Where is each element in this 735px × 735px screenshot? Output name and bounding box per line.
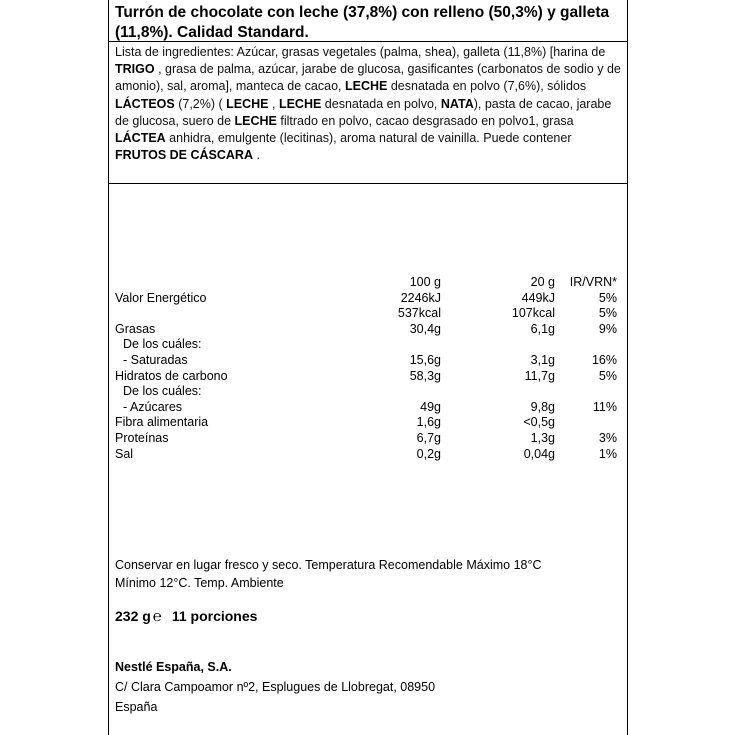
- net-weight: 232 g: [115, 608, 151, 624]
- nutrient-name: De los cuáles:: [123, 384, 202, 399]
- value-20g: 9,8g: [530, 399, 555, 414]
- ingredients-divider: [108, 183, 628, 184]
- nutrient-name: - Saturadas: [123, 352, 188, 367]
- estimated-sign-icon: ℮: [152, 608, 162, 625]
- nutrition-table: [115, 275, 621, 462]
- value-20g: 1,3g: [530, 430, 555, 445]
- nutrition-row: [115, 384, 621, 400]
- nutrition-row: [115, 337, 621, 353]
- value-100g: 1,6g: [416, 415, 441, 430]
- nutrition-row: [115, 447, 621, 463]
- allergen: LECHE: [234, 113, 277, 128]
- allergen: LÁCTEA: [115, 131, 166, 146]
- ingredient-text: filtrado en polvo, cacao desgrasado en polvo1, grasa: [276, 113, 574, 128]
- nutrient-name: Hidratos de carbono: [115, 368, 228, 383]
- ingredient-text: , grasa de palma, azúcar, jarabe de glucosa, gasificantes (carbonatos de sodio y de amonio), sal, aroma], manteca de cacao,: [115, 62, 621, 94]
- value-20g: 6,1g: [530, 321, 555, 336]
- nutrition-row: [115, 415, 621, 431]
- nutrient-name: Proteínas: [115, 430, 169, 445]
- value-100g: 49g: [420, 399, 441, 414]
- ingredient-text: ,: [268, 96, 279, 111]
- value-ir: 5%: [598, 290, 617, 305]
- value-ir: 5%: [598, 306, 617, 321]
- nutrition-row: [115, 291, 621, 307]
- value-100g: 0,2g: [416, 446, 441, 461]
- ingredient-text: (7,2%) (: [174, 96, 227, 111]
- nutrient-name: De los cuáles:: [123, 337, 202, 352]
- nutrient-name: Valor Energético: [115, 290, 207, 305]
- ingredient-text: Lista de ingredientes: Azúcar, grasas vegetales (palma, shea), galleta (11,8%) [harina de: [115, 45, 606, 59]
- allergen: LECHE: [226, 96, 269, 111]
- nutrient-name: Sal: [115, 446, 134, 461]
- allergen: TRIGO: [115, 62, 155, 77]
- value-20g: 107kcal: [511, 306, 555, 321]
- storage-line-1: Conservar en lugar fresco y seco. Temperatura Recomendable Máximo 18°C: [115, 558, 542, 572]
- value-100g: 58,3g: [409, 368, 441, 383]
- ingredient-text: ), pasta de cacao, jarabe de glucosa, suero de: [115, 96, 612, 128]
- nutrient-name: Grasas: [115, 321, 156, 336]
- value-ir: 16%: [591, 352, 617, 367]
- nutrient-name: - Azúcares: [123, 399, 183, 414]
- value-ir: 3%: [598, 430, 617, 445]
- value-20g: 20 g: [530, 275, 555, 289]
- title-divider: [108, 41, 628, 42]
- ingredients-list: [115, 44, 621, 164]
- allergen: NATA: [440, 96, 474, 111]
- storage-instructions: [115, 557, 621, 592]
- allergen: FRUTOS DE CÁSCARA: [115, 148, 253, 163]
- nutrition-row: [115, 322, 621, 338]
- value-ir: 11%: [592, 399, 617, 414]
- company-name: Nestlé España, S.A.: [115, 660, 232, 674]
- allergen: LECHE: [344, 79, 388, 94]
- value-20g: <0,5g: [523, 415, 555, 430]
- nutrition-row: [115, 353, 621, 369]
- ingredient-text: anhidra, emulgente (lecitinas), aroma natural de vainilla. Puede contener: [165, 131, 572, 146]
- value-ir: 9%: [598, 321, 617, 336]
- nutrition-row: [115, 400, 621, 416]
- product-title: Turrón de chocolate con leche (37,8%) con relleno (50,3%) y galleta (11,8%). Calidad Standard.: [115, 4, 610, 41]
- value-100g: 6,7g: [416, 430, 441, 445]
- storage-line-2: Mínimo 12°C. Temp. Ambiente: [115, 575, 284, 590]
- company-info: [115, 657, 621, 717]
- value-20g: 11,7g: [524, 368, 555, 383]
- nutrition-row: [115, 369, 621, 385]
- net-quantity: [115, 608, 257, 625]
- value-ir: 1%: [598, 446, 617, 461]
- value-100g: 2246kJ: [400, 290, 441, 305]
- company-country: España: [115, 700, 158, 714]
- value-100g: 100 g: [409, 275, 441, 289]
- value-20g: 3,1g: [530, 352, 555, 367]
- nutrition-row: [115, 306, 621, 322]
- value-ir: 5%: [598, 368, 617, 383]
- nutrition-row: [115, 431, 621, 447]
- ingredient-text: desnatada en polvo,: [321, 96, 441, 111]
- value-20g: 449kJ: [521, 290, 555, 305]
- value-100g: 30,4g: [409, 321, 441, 336]
- value-ir: IR/VRN*: [569, 275, 617, 289]
- company-address: C/ Clara Campoamor nº2, Esplugues de Llobregat, 08950: [115, 680, 436, 694]
- ingredient-text: desnatada en polvo (7,6%), sólidos: [387, 79, 587, 94]
- allergen: LECHE: [278, 96, 322, 111]
- value-100g: 15,6g: [409, 352, 441, 367]
- nutrition-header: [115, 275, 621, 291]
- value-100g: 537kcal: [397, 306, 441, 321]
- value-20g: 0,04g: [523, 446, 555, 461]
- portions: 11 porciones: [171, 608, 258, 624]
- ingredient-text: .: [252, 148, 260, 163]
- allergen: LÁCTEOS: [115, 96, 175, 111]
- nutrient-name: Fibra alimentaria: [115, 415, 209, 430]
